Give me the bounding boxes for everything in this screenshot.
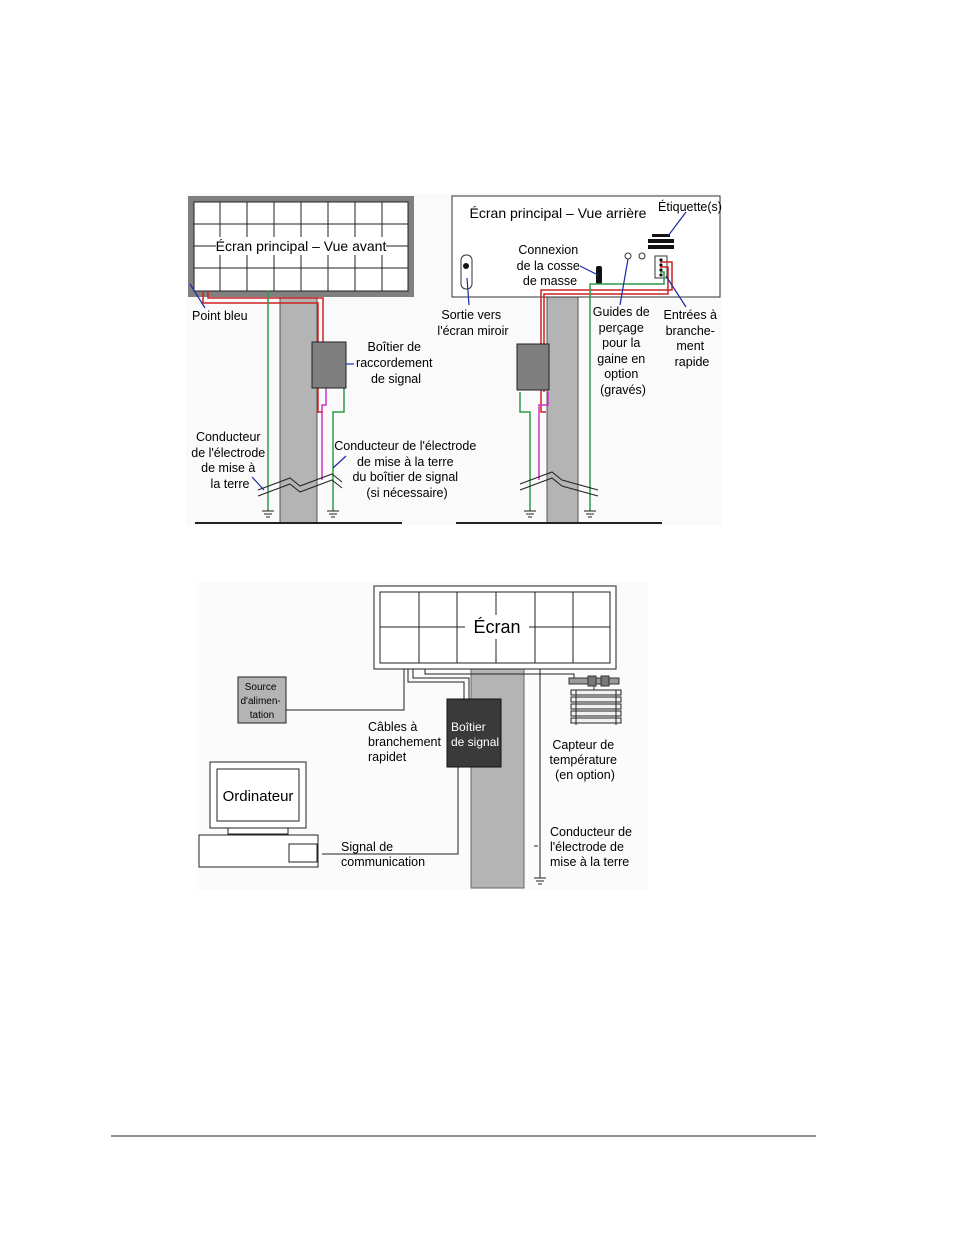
front-pole <box>280 294 317 523</box>
overview-screen-label: Écran <box>473 617 521 637</box>
blue-dot-label: Point bleu <box>192 309 248 323</box>
overview-signal-box-label-2: de signal <box>451 735 500 749</box>
front-screen-label: Écran principal – Vue avant <box>215 238 387 254</box>
temperature-sensor-label: Capteur de température (en option) <box>549 738 617 782</box>
quick-cables-label: Câbles à branchement rapidet <box>368 720 441 764</box>
label-plate-1 <box>648 239 674 243</box>
front-grounding-conductor-label: Conducteur de l'électrode de mise à la terre <box>191 430 266 491</box>
rear-screen-label: Écran principal – Vue arrière <box>469 205 647 221</box>
temperature-sensor <box>569 676 621 725</box>
drill-guide-2 <box>639 253 645 259</box>
drill-guide-1 <box>625 253 631 259</box>
computer-drive <box>289 844 317 862</box>
ground-lug-label: Connexion de la cosse de masse <box>516 243 580 288</box>
overview-grounding-conductor-label: Conducteur de l'électrode de mise à la terre <box>550 825 633 869</box>
rear-signal-box <box>517 344 549 390</box>
mirror-output-dot <box>463 263 469 269</box>
quick-connect-label: Entrées à branche- ment rapide <box>663 308 718 369</box>
quick-connect-pin-2 <box>659 263 662 266</box>
system-overview-diagram <box>196 582 648 890</box>
front-signal-box <box>312 342 346 388</box>
box-grounding-conductor-label: Conducteur de l'électrode de mise à la terre du boîtier de signal (si nécessaire) <box>334 439 477 500</box>
computer-stand <box>228 828 288 834</box>
quick-connect-pin-4 <box>659 273 662 276</box>
drill-guides-label: Guides de perçage pour la gaine en option (gravés) <box>592 305 650 397</box>
computer-label: Ordinateur <box>222 788 294 805</box>
power-source-label: Source d'alimen- tation <box>240 682 281 721</box>
quick-connect-pin-1 <box>659 258 662 261</box>
quick-connect-pin-3 <box>659 268 662 271</box>
label-plate-3 <box>652 234 670 237</box>
mirror-output-connector <box>461 255 472 289</box>
labels-label: Étiquette(s) <box>658 200 722 214</box>
mirror-output-label: Sortie vers l'écran miroir <box>437 308 509 338</box>
overview-signal-box-label-1: Boîtier <box>451 720 486 734</box>
computer <box>199 762 318 867</box>
comm-signal-label: Signal de communication <box>341 840 426 869</box>
label-plate-2 <box>648 245 674 249</box>
front-signal-box-label: Boîtier de raccordement de signal <box>356 340 433 386</box>
